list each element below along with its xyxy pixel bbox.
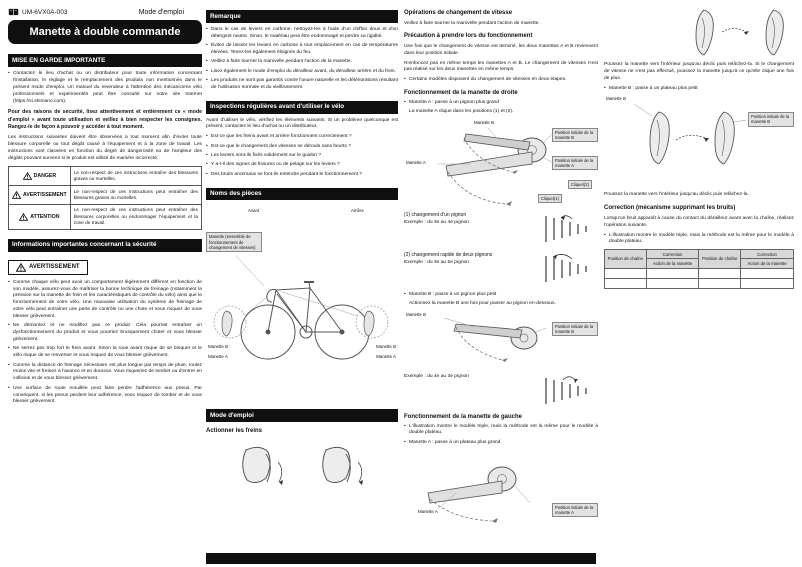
label-lever-b-right: Manette B: [375, 344, 396, 350]
safety-bullet: • Comme la distance de freinage nécessaire est plus longue par temps de pluie, roulez moins vite et freinez à l'avance et en douceur. Vous risqueriez de tomber ou d'entrer en collision et de vous blesser grièvement.: [8, 363, 202, 384]
push-lever-b-text: Poussez la manette vers l'intérieur jusqu'au déclic puis relâchez-la.: [604, 192, 749, 198]
correction-col-position: Position de chaîne: [605, 250, 647, 268]
safety-bullet: • Ne serrez pas trop fort le frein avant. Sinon la roue avant risque de se bloquer et le vélo risque de se renverser et vous risquez de vous blesser grièvement.: [8, 346, 202, 360]
doc-number-wrap: [8, 8, 68, 16]
safety-bullet: • Ne démontez et ne modifiez pas ce produit. Cela pourrait entraîner un dysfonctionnement du produit et vous pourriez brusquement chuter et vous blesser grièvement.: [8, 323, 202, 344]
precaution-title: Précaution à prendre lors du fonctionnement: [404, 33, 533, 40]
right-lever-a-note: La manette A clique dans les positions (1) et (2).: [409, 109, 514, 115]
section-important-notice: MISE EN GARDE IMPORTANTE: [8, 54, 202, 67]
section-inspections: Inspections régulières avant d'utiliser le vélo: [206, 101, 398, 114]
remarque-bullet: • Veillez à faire tourner la manivelle pendant l'action de la manette.: [206, 59, 398, 66]
hazard-row-warning: [9, 186, 202, 205]
section-remarque: Remarque: [206, 10, 398, 23]
label-init-b2: Position initiale de la manette B: [552, 322, 598, 336]
label-front: Avant: [248, 208, 260, 214]
label-lever-assembly: Manette (ensemble de fonctionnement de changement de vitesses): [206, 232, 262, 251]
instructions-paragraph: Les instructions suivantes doivent être observées à tout moment afin d'éviter toute blessure corporelle ou tout dégât causé à l'équipement et à la zone de travail. Les instructions sont classées en fonction du degré de dangerosité ou de l'ampleur des dégâts pouvant survenir si le produit est utilisé de manière incorrecte.: [8, 134, 202, 161]
cassette-illustration: [538, 374, 598, 408]
column-left-lever-correction: [604, 8, 794, 289]
label-init-b: Position initiale de la manette B: [552, 128, 598, 142]
hazard-warning-label-cell: [9, 186, 71, 205]
shifting-intro: Veillez à faire tourner la manivelle pendant l'action de manette.: [404, 20, 540, 26]
label-click-2: Cliquet(2): [568, 180, 592, 189]
label-rear: Arrière: [350, 208, 364, 214]
label-lever-b-left: Manette B: [208, 344, 229, 350]
hazard-danger-text: Le non-respect de ces instructions entraîne des blessures graves ou mortelles.: [70, 167, 201, 186]
column-shifting: [404, 8, 598, 527]
hazard-caution-label: ATTENTION: [30, 213, 60, 220]
shift-b-example-block: [404, 374, 598, 408]
label-init-a: Position initiale de la manette A: [552, 156, 598, 170]
label-left-lever-a: Manette A: [418, 508, 438, 514]
remarque-bullet: • Dans le cas de leviers en carbone, nettoyez-les à l'aide d'un chiffon doux et d'un détergent neutre. Sinon, le matériau peut être endommagé et perdre sa rigidité.: [206, 27, 398, 41]
left-lever-b-illustration: [604, 96, 794, 188]
correction-sub-action: Action de la manette: [741, 259, 794, 268]
hazard-danger-label: DANGER: [33, 173, 57, 180]
correction-header-row: [605, 250, 794, 259]
left-lever-push-illustration: [604, 8, 794, 58]
warning-box-label: AVERTISSEMENT: [29, 264, 80, 271]
correction-col-position: Position de chaîne: [699, 250, 741, 268]
precaution-p1: Une fois que le changement de vitesse est terminé, les deux manettes A et B reviennent dans leur position initiale.: [404, 43, 598, 56]
precaution-bullet: • Certains modèles disposent du changement de vitesses en deux étapes.: [404, 77, 598, 84]
label-right-lever-b: Manette B: [474, 119, 495, 125]
safety-bullet: • Une surface de route mouillée peut faire perdre l'adhérence aux pneus. Par conséquent, si les pneus perdent leur adhérence, vous risquez de tomber et de vous blesser grièvement.: [8, 386, 202, 407]
left-lever-a-diagram: [404, 451, 598, 523]
inspections-intro: Avant d'utiliser le vélo, vérifiez les éléments suivants. Si un problème quelconque est présent, contactez le lieu d'achat ou un distributeur.: [206, 117, 398, 130]
correction-title: Correction (mécanisme supprimant les bruits): [604, 205, 736, 212]
correction-body-row: [605, 278, 794, 288]
hazard-danger-label-cell: [9, 167, 71, 186]
inspection-bullet: • Est-ce que les freins avant et arrière fonctionnent correctement ?: [206, 134, 398, 141]
hazard-caution-text: Le non-respect de ces instructions peut entraîner des blessures corporelles ou endommager l'équipement et la zone de travail.: [70, 204, 201, 229]
warning-triangle-icon: [23, 172, 32, 180]
correction-text: Lorsqu'un bruit apparaît à cause du contact du dérailleur avant avec la chaîne, réalisez l'opération suivante.: [604, 215, 794, 228]
hazard-warning-text: Le non-respect de ces instructions peut entraîner des blessures graves ou mortelles.: [70, 186, 201, 205]
hazard-warning-label: AVERTISSEMENT: [23, 191, 67, 198]
footer-bar: [206, 553, 596, 564]
cassette-illustration: [538, 252, 598, 286]
label-left-init-b: Position initiale de la manette B: [748, 112, 794, 126]
warning-triangle-icon: [16, 263, 26, 272]
right-lever-title: Fonctionnement de la manette de droite: [404, 90, 518, 97]
remarque-bullet: • Évitez de laisser les leviers en carbone à tout emplacement en cas de températures élevées. Tenez-les également éloignés du feu.: [206, 43, 398, 57]
shift1-title: (1) changement d'un pignon: [404, 211, 467, 218]
cassette-illustration: [538, 212, 598, 246]
section-part-names: Noms des pièces: [206, 188, 398, 201]
inspection-bullet: • Y a-t-il des signes de fissures ou de pelage sur les leviers ?: [206, 162, 398, 169]
warning-box: [8, 260, 88, 275]
doc-header: [8, 8, 202, 16]
column-warnings: [8, 8, 202, 409]
page-title: Manette à double commande: [8, 20, 202, 44]
right-lever-b-illustration: [404, 312, 594, 370]
right-lever-b-diagram: [404, 312, 598, 370]
label-right-lever-a: Manette A: [406, 159, 426, 165]
inspection-bullet: • Est-ce que le changement des vitesses se déroule sans heurts ?: [206, 144, 398, 151]
left-lever-b-diagram: [604, 96, 794, 188]
warning-triangle-icon: [12, 191, 21, 199]
push-lever-a-text: Poussez la manette vers l'intérieur jusqu'au déclic puis relâchez-la. Si le changement de vitesse ne s'est pas effectué, poussez la manette jusqu'à ce qu'elle clique une fois de plus.: [604, 62, 794, 81]
remarque-bullet: • Lisez également le mode d'emploi du dérailleur avant, du dérailleur arrière et du frein.: [206, 69, 398, 76]
shift-two-block: [404, 252, 598, 286]
doc-type: Mode d'emploi: [138, 8, 184, 16]
shifting-title: Opérations de changement de vitesse: [404, 10, 513, 16]
right-lever-b-note: Actionnez la manette B une fois pour passer au pignon en-dessous.: [409, 301, 556, 307]
safety-bold-paragraph: Pour des raisons de sécurité, lisez attentivement et entièrement ce « mode d'emploi » avant toute utilisation et veillez à bien respecter les consignes. Rangez-le de façon à pouvoir y accéder à tout moment.: [8, 109, 202, 130]
shift-b-example: Exemple : du 4e au 3e pignon: [404, 374, 469, 380]
correction-col-correction: Correction: [646, 250, 699, 259]
notice-bullet: • Contactez le lieu d'achat ou un distributeur pour toute information concernant l'installation, le réglage et le remplacement des produits non mentionnés dans le présent mode d'emploi. Un manuel du revendeur à l'attention des mécaniciens vélo professionnels et expérimentés peut être consulté sur notre site Internet (https://si.shimano.com).: [8, 71, 202, 105]
precaution-p2: N'enfoncez pas en même temps les manettes A et B. Le changement de vitesses n'est pas réalisé sur les deux manettes en même temps.: [404, 60, 598, 73]
left-lever-title: Fonctionnement de la manette de gauche: [404, 414, 523, 421]
safety-bullet: • Comme chaque vélo peut avoir un comportement légèrement différent en fonction de son modèle, assurez-vous de maîtriser la bonne technique de freinage (notamment la pression sur la manette de frein et les caractéristiques de contrôle du vélo) ainsi que le fonctionnement de votre vélo. Une mauvaise utilisation du système de freinage de votre vélo peut entraîner une perte de contrôle ou une chute et vous risquez de vous blesser grièvement.: [8, 280, 202, 321]
correction-sub-action: Action de la manette: [646, 259, 699, 268]
label-lever-a-left: Manette A: [208, 354, 228, 360]
label-click-1: Cliquet(1): [538, 194, 562, 203]
shift2-example: Exemple : du 3e au 5e pignon: [404, 259, 469, 265]
right-lever-diagram: [404, 120, 598, 208]
correction-model-bullet: • L'illustration montre le modèle triple, mais la méthode est la même pour le modèle à double plateau.: [604, 233, 794, 247]
label-left-lever-b: Manette B: [606, 96, 627, 102]
doc-number: UM-6VX0A-003: [22, 8, 68, 16]
hazard-row-caution: [9, 204, 202, 229]
inspection-bullet: • Des bruits anormaux se font-ils entendre pendant le fonctionnement ?: [206, 172, 398, 179]
section-usage: Mode d'emploi: [206, 409, 398, 422]
left-lever-model-bullet: • L'illustration montre le modèle triple, mais la méthode est la même pour le modèle à double plateau.: [404, 424, 598, 438]
hazard-table: [8, 166, 202, 229]
brake-lever-illustration: [206, 440, 396, 506]
label-lever-a-right: Manette A: [376, 354, 396, 360]
label-right-lever-b2: Manette B: [406, 312, 427, 318]
correction-table: [604, 249, 794, 288]
warning-triangle-icon: [19, 213, 28, 221]
shift-one-block: [404, 212, 598, 246]
section-safety-info: Informations importantes concernant la sécurité: [8, 239, 202, 252]
inspection-bullet: • Les leviers sont-ils fixés solidement sur le guidon ?: [206, 153, 398, 160]
correction-col-correction: Correction: [741, 250, 794, 259]
hazard-caution-label-cell: [9, 204, 71, 229]
left-lever-b-bullet: • Manette B : passe à un plateau plus petit: [604, 86, 794, 93]
right-lever-b-bullet: • Manette B : passe à un pignon plus petit: [404, 292, 598, 299]
correction-body-row: [605, 268, 794, 278]
label-left-init-a: Position initiale de la manette A: [552, 503, 598, 517]
bike-diagram: [206, 204, 398, 400]
left-lever-a-bullet: • Manette A : passe à un plateau plus grand: [404, 440, 598, 447]
left-lever-push-diagram: [604, 8, 794, 58]
column-notes-parts: [206, 8, 398, 510]
brake-lever-diagram: [206, 440, 398, 506]
hazard-row-danger: [9, 167, 202, 186]
remarque-bullet: • Les produits ne sont pas garantis contre l'usure naturelle et les détériorations résultant de l'utilisation normale et du vieillissement.: [206, 78, 398, 92]
brakes-title: Actionner les freins: [206, 428, 263, 435]
manual-book-icon: [8, 8, 19, 16]
shift2-title: (2) changement rapide de deux pignons: [404, 251, 493, 258]
right-lever-a-bullet: • Manette A : passe à un pignon plus grand: [404, 100, 598, 107]
shift1-example: Exemple : du 3e au 4e pignon: [404, 219, 469, 225]
